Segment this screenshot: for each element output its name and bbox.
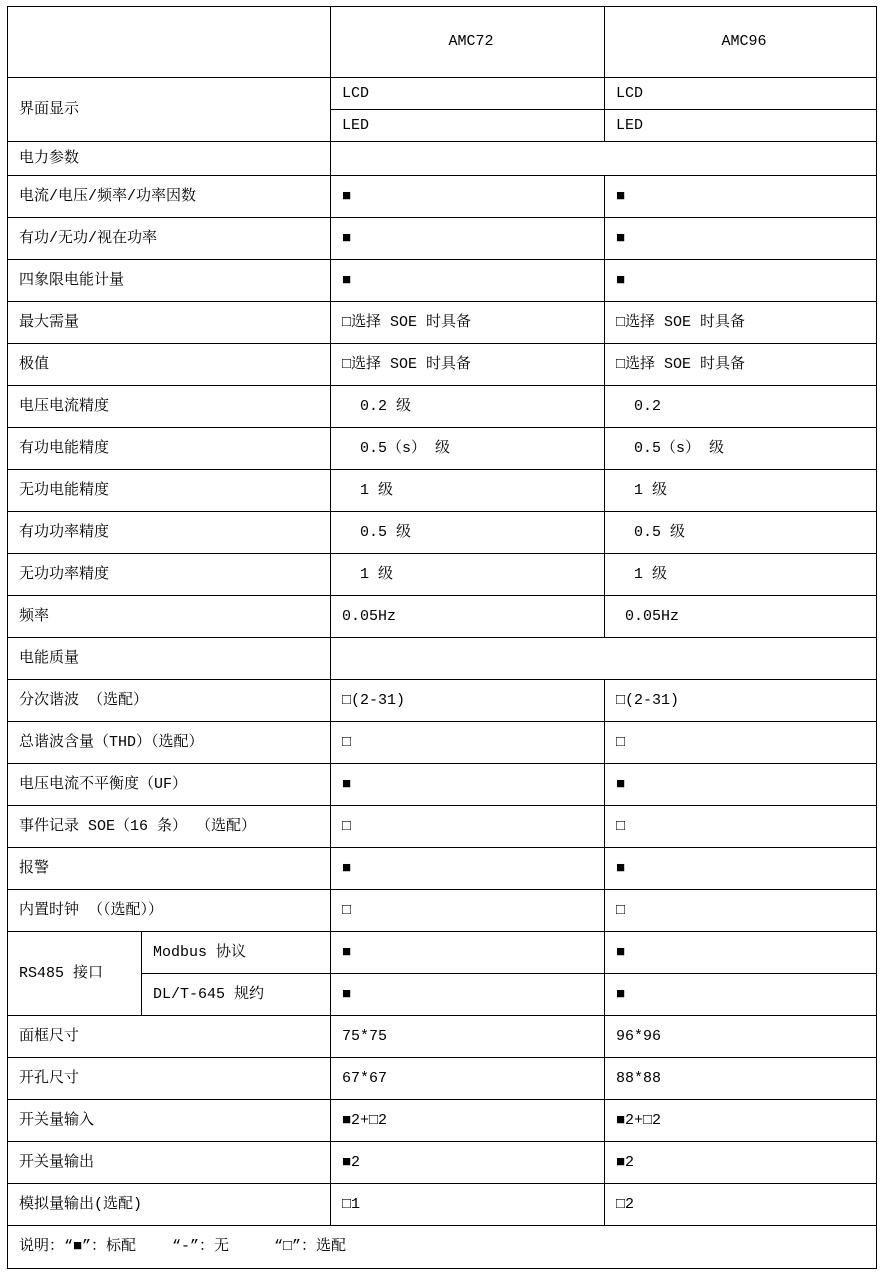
row-rs485-modbus [8, 932, 877, 974]
cell-amc96-unbalance: ■ [605, 764, 877, 806]
row-label-rs485: RS485 接口 [8, 932, 142, 1016]
section-label-power-params: 电力参数 [8, 142, 331, 176]
cell-amc96-analog-output: □2 [605, 1184, 877, 1226]
row-unbalance [8, 764, 877, 806]
row-alarm [8, 848, 877, 890]
cell-amc72-alarm: ■ [331, 848, 605, 890]
row-digital-input [8, 1100, 877, 1142]
row-label-voltage-current-accuracy: 电压电流精度 [8, 386, 331, 428]
cell-amc72-extreme-values: □选择 SOE 时具备 [331, 344, 605, 386]
cell-amc96-cutout-size: 88*88 [605, 1058, 877, 1100]
row-label-reactive-energy-accuracy: 无功电能精度 [8, 470, 331, 512]
row-voltage-current-accuracy [8, 386, 877, 428]
column-header-amc72: AMC72 [331, 7, 605, 78]
cell-amc72-active-power-accuracy: 0.5 级 [331, 512, 605, 554]
row-label-thd: 总谐波含量（THD）（选配） [8, 722, 331, 764]
cell-amc72-frequency: 0.05Hz [331, 596, 605, 638]
cell-amc96-alarm: ■ [605, 848, 877, 890]
row-reactive-energy-accuracy [8, 470, 877, 512]
row-active-energy-accuracy [8, 428, 877, 470]
row-label-alarm: 报警 [8, 848, 331, 890]
row-label-internal-clock: 内置时钟 （（选配）） [8, 890, 331, 932]
row-interface-display-lcd [8, 78, 877, 110]
cell-amc72-reactive-power-accuracy: 1 级 [331, 554, 605, 596]
cell-amc72-digital-output: ■2 [331, 1142, 605, 1184]
cell-amc72-unbalance: ■ [331, 764, 605, 806]
cell-amc72-display-led: LED [331, 110, 605, 142]
column-header-amc96: AMC96 [605, 7, 877, 78]
section-row-power-params [8, 142, 877, 176]
cell-amc72-voltage-current-accuracy: 0.2 级 [331, 386, 605, 428]
cell-amc72-max-demand: □选择 SOE 时具备 [331, 302, 605, 344]
cell-amc72-reactive-energy-accuracy: 1 级 [331, 470, 605, 512]
cell-amc72-four-quadrant-energy: ■ [331, 260, 605, 302]
product-spec-table [7, 6, 877, 1269]
row-label-cutout-size: 开孔尺寸 [8, 1058, 331, 1100]
cell-amc72-current-voltage-freq-pf: ■ [331, 176, 605, 218]
row-label-panel-size: 面框尺寸 [8, 1016, 331, 1058]
row-label-harmonics: 分次谐波 （选配） [8, 680, 331, 722]
cell-amc96-voltage-current-accuracy: 0.2 [605, 386, 877, 428]
cell-amc96-current-voltage-freq-pf: ■ [605, 176, 877, 218]
row-reactive-power-accuracy [8, 554, 877, 596]
row-label-soe-events: 事件记录 SOE（16 条） （选配） [8, 806, 331, 848]
cell-amc96-soe-events: □ [605, 806, 877, 848]
section-row-power-quality [8, 638, 877, 680]
row-harmonics [8, 680, 877, 722]
row-extreme-values [8, 344, 877, 386]
cell-amc96-frequency: 0.05Hz [605, 596, 877, 638]
row-label-unbalance: 电压电流不平衡度（UF） [8, 764, 331, 806]
cell-amc96-digital-input: ■2+□2 [605, 1100, 877, 1142]
cell-amc72-soe-events: □ [331, 806, 605, 848]
row-label-extreme-values: 极值 [8, 344, 331, 386]
row-panel-size [8, 1016, 877, 1058]
cell-amc96-reactive-power-accuracy: 1 级 [605, 554, 877, 596]
cell-amc96-thd: □ [605, 722, 877, 764]
row-label-active-power-accuracy: 有功功率精度 [8, 512, 331, 554]
cell-amc72-digital-input: ■2+□2 [331, 1100, 605, 1142]
row-frequency [8, 596, 877, 638]
cell-amc96-harmonics: □(2-31) [605, 680, 877, 722]
cell-amc72-harmonics: □(2-31) [331, 680, 605, 722]
row-thd [8, 722, 877, 764]
row-soe-events [8, 806, 877, 848]
cell-amc72-active-reactive-apparent-power: ■ [331, 218, 605, 260]
cell-amc96-dlt645: ■ [605, 974, 877, 1016]
cell-amc72-internal-clock: □ [331, 890, 605, 932]
cell-amc96-max-demand: □选择 SOE 时具备 [605, 302, 877, 344]
row-internal-clock [8, 890, 877, 932]
cell-amc96-extreme-values: □选择 SOE 时具备 [605, 344, 877, 386]
cell-amc96-display-led: LED [605, 110, 877, 142]
section-label-power-quality: 电能质量 [8, 638, 331, 680]
section-span-power-params [331, 142, 877, 176]
row-analog-output [8, 1184, 877, 1226]
row-cutout-size [8, 1058, 877, 1100]
row-digital-output [8, 1142, 877, 1184]
cell-amc72-active-energy-accuracy: 0.5（s） 级 [331, 428, 605, 470]
cell-amc72-cutout-size: 67*67 [331, 1058, 605, 1100]
row-label-interface-display: 界面显示 [8, 78, 331, 142]
cell-amc72-panel-size: 75*75 [331, 1016, 605, 1058]
row-current-voltage-freq-pf [8, 176, 877, 218]
table-header-row [8, 7, 877, 78]
cell-amc96-active-energy-accuracy: 0.5（s） 级 [605, 428, 877, 470]
cell-amc96-four-quadrant-energy: ■ [605, 260, 877, 302]
cell-amc96-digital-output: ■2 [605, 1142, 877, 1184]
cell-amc72-modbus: ■ [331, 932, 605, 974]
row-label-digital-input: 开关量输入 [8, 1100, 331, 1142]
row-four-quadrant-energy [8, 260, 877, 302]
cell-amc96-display-lcd: LCD [605, 78, 877, 110]
cell-amc96-active-power-accuracy: 0.5 级 [605, 512, 877, 554]
cell-amc72-thd: □ [331, 722, 605, 764]
row-label-digital-output: 开关量输出 [8, 1142, 331, 1184]
row-max-demand [8, 302, 877, 344]
legend-row [8, 1226, 877, 1269]
cell-amc96-panel-size: 96*96 [605, 1016, 877, 1058]
sub-label-dlt645: DL/T-645 规约 [142, 974, 331, 1016]
row-label-analog-output: 模拟量输出(选配) [8, 1184, 331, 1226]
row-label-current-voltage-freq-pf: 电流/电压/频率/功率因数 [8, 176, 331, 218]
cell-amc96-modbus: ■ [605, 932, 877, 974]
header-empty-cell [8, 7, 331, 78]
row-label-active-reactive-apparent-power: 有功/无功/视在功率 [8, 218, 331, 260]
row-label-reactive-power-accuracy: 无功功率精度 [8, 554, 331, 596]
row-label-four-quadrant-energy: 四象限电能计量 [8, 260, 331, 302]
section-span-power-quality [331, 638, 877, 680]
sub-label-modbus: Modbus 协议 [142, 932, 331, 974]
row-active-reactive-apparent-power [8, 218, 877, 260]
cell-amc72-display-lcd: LCD [331, 78, 605, 110]
row-label-active-energy-accuracy: 有功电能精度 [8, 428, 331, 470]
cell-amc72-analog-output: □1 [331, 1184, 605, 1226]
legend-text: 说明：“■”：标配 “-”：无 “□”：选配 [8, 1226, 877, 1269]
cell-amc96-active-reactive-apparent-power: ■ [605, 218, 877, 260]
row-label-frequency: 频率 [8, 596, 331, 638]
cell-amc96-internal-clock: □ [605, 890, 877, 932]
cell-amc96-reactive-energy-accuracy: 1 级 [605, 470, 877, 512]
row-active-power-accuracy [8, 512, 877, 554]
row-label-max-demand: 最大需量 [8, 302, 331, 344]
cell-amc72-dlt645: ■ [331, 974, 605, 1016]
